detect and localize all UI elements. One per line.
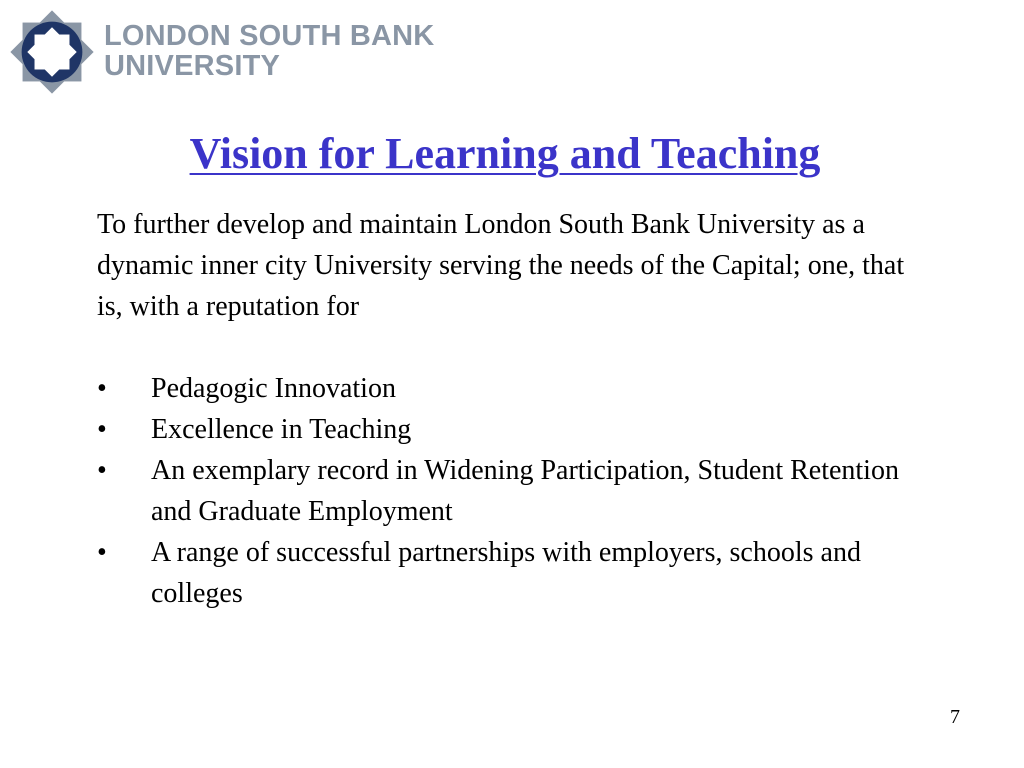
bullet-text: An exemplary record in Widening Participation, Student Retention and Graduate Employment	[151, 455, 899, 527]
intro-paragraph: To further develop and maintain London South Bank University as a dynamic inner city University serving the needs of the Capital; one, that is, with a reputation for	[97, 209, 905, 322]
page-number: 7	[950, 706, 960, 728]
bullet-glyph: •	[97, 414, 107, 445]
bullet-glyph: •	[97, 373, 107, 404]
bullet-text: Excellence in Teaching	[151, 414, 412, 445]
list-item	[97, 450, 917, 532]
bullet-list	[97, 368, 917, 614]
logo-line-2: UNIVERSITY	[104, 50, 281, 82]
logo-line-1: LONDON SOUTH BANK	[104, 20, 435, 52]
bullet-glyph: •	[97, 537, 107, 568]
list-item	[97, 532, 917, 614]
university-logo-icon	[6, 6, 98, 98]
bullet-text: A range of successful partnerships with employers, schools and colleges	[151, 537, 861, 609]
list-item	[97, 409, 917, 450]
bullet-glyph: •	[97, 455, 107, 486]
slide-title: Vision for Learning and Teaching	[189, 129, 821, 178]
list-item	[97, 368, 917, 409]
bullet-text: Pedagogic Innovation	[151, 373, 396, 404]
university-logo-wordmark	[104, 21, 434, 81]
